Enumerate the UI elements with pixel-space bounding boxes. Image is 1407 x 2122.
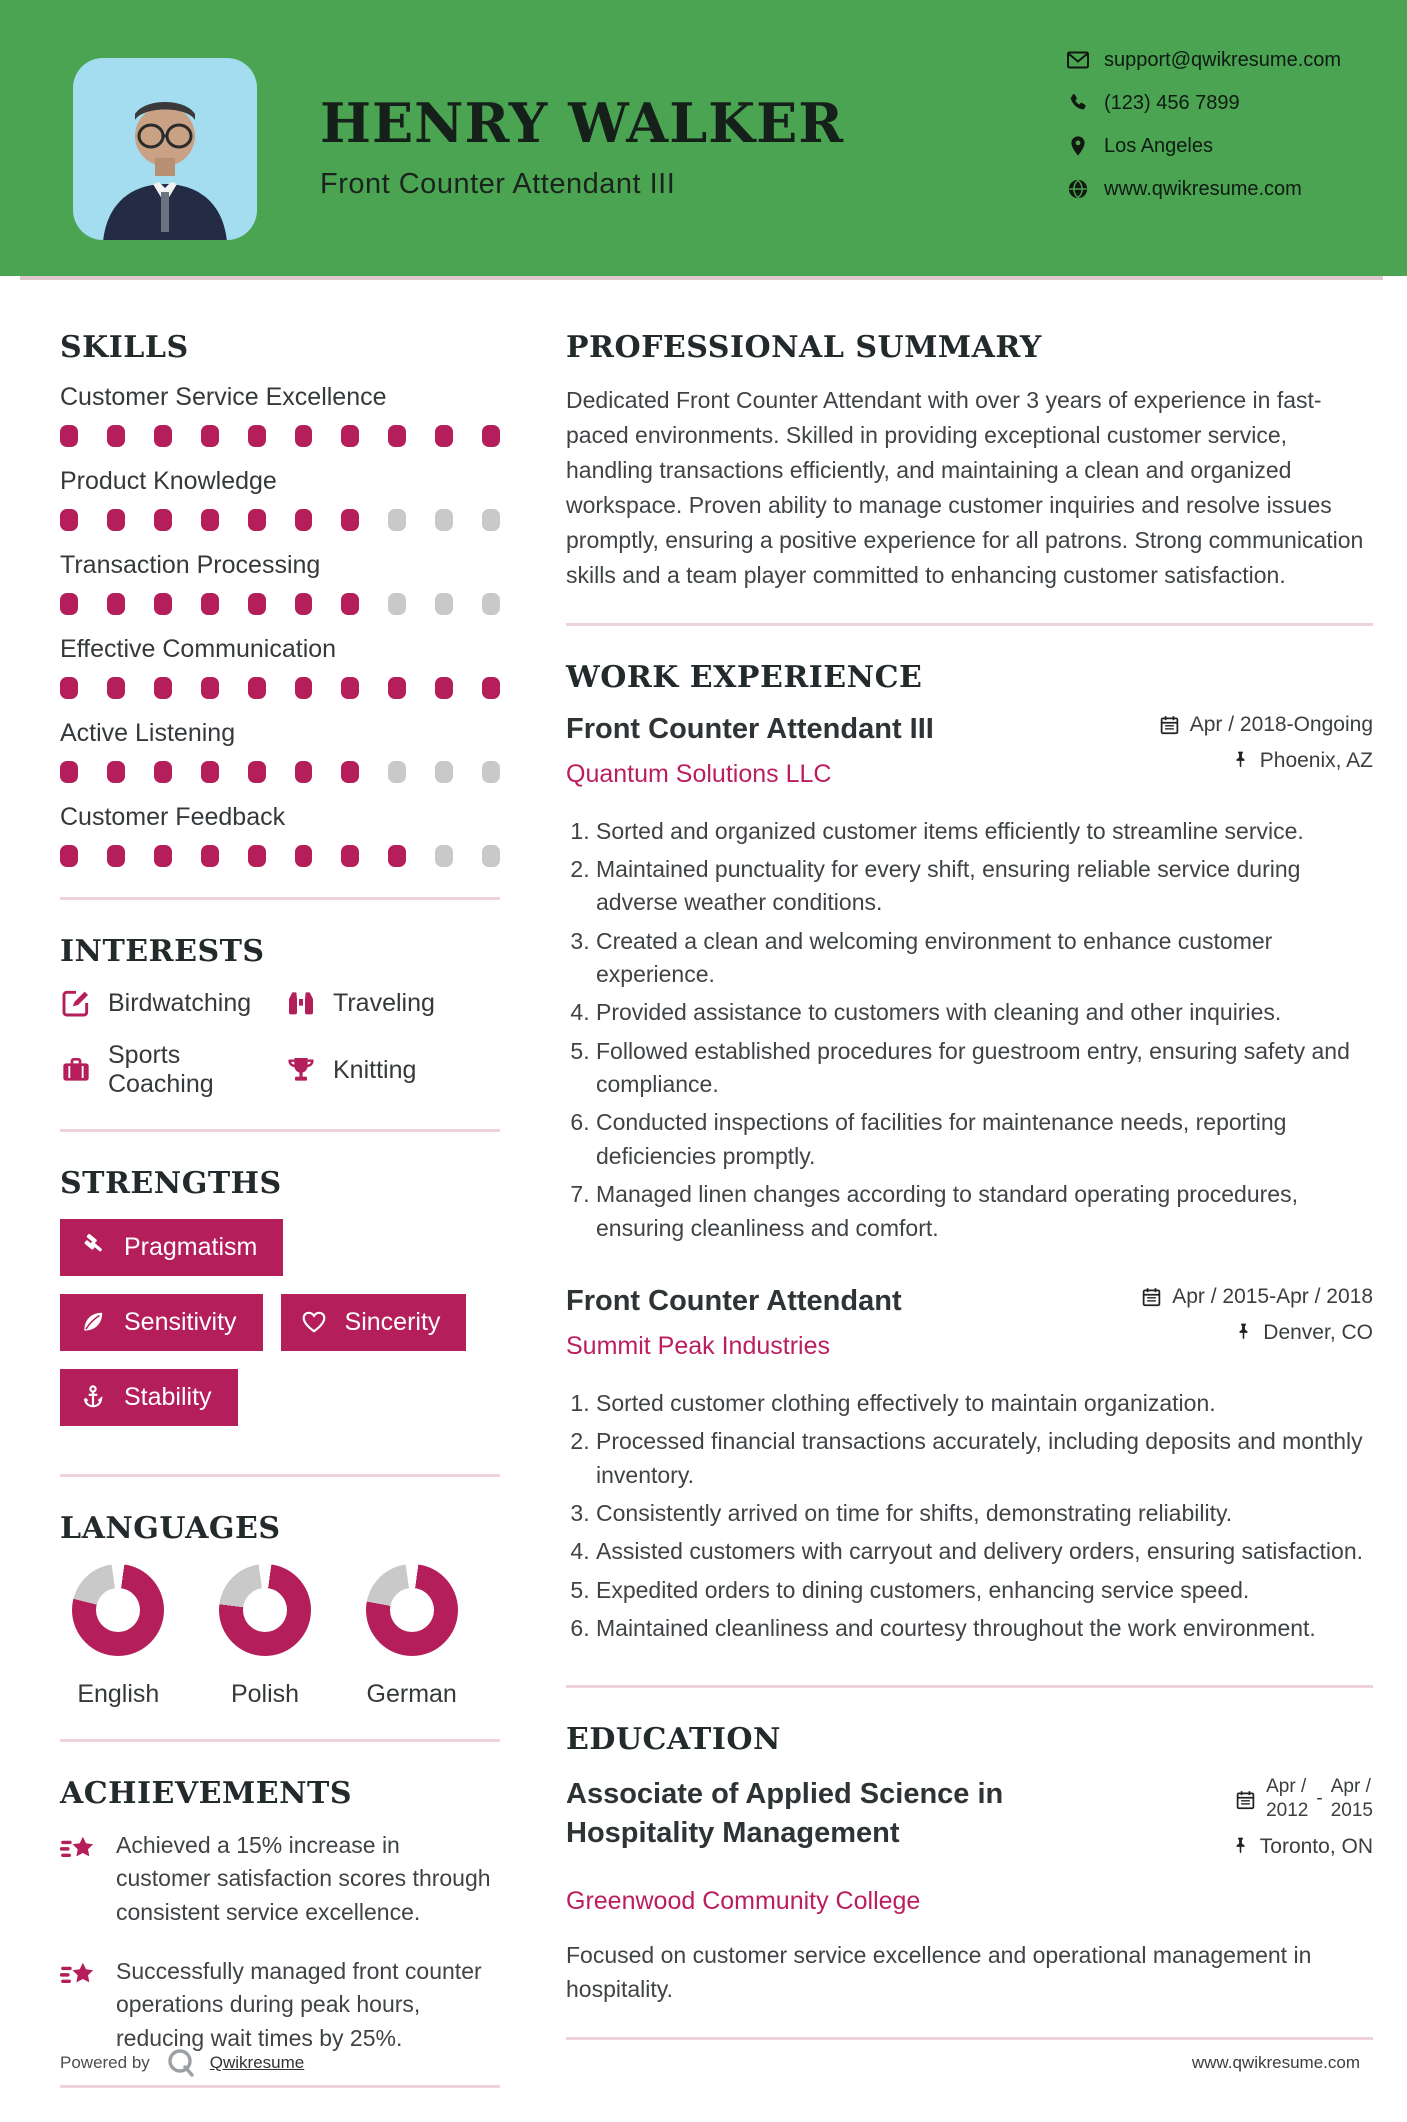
trophy-icon <box>285 1054 317 1086</box>
contact-phone <box>1066 91 1341 115</box>
skill-dot <box>295 677 313 699</box>
skill-dot <box>248 845 266 867</box>
skill-label: Effective Communication <box>60 635 337 663</box>
section-divider <box>60 2085 500 2088</box>
skill-dot <box>482 845 500 867</box>
contact-website-text: www.qwikresume.com <box>1104 177 1302 200</box>
achievement-item <box>60 1955 500 2055</box>
skill-dot <box>60 845 78 867</box>
skill-item <box>60 635 500 699</box>
skill-label: Active Listening <box>60 719 236 747</box>
skill-dot <box>482 425 500 447</box>
language-donut-chart <box>72 1564 164 1656</box>
work-experience-heading: WORK EXPERIENCE <box>566 659 923 695</box>
strength-badge <box>281 1294 467 1351</box>
section-divider <box>60 897 500 900</box>
language-label: Polish <box>230 1680 300 1708</box>
section-divider <box>566 623 1373 626</box>
skill-label: Customer Service Excellence <box>60 383 387 411</box>
strengths-heading: STRENGTHS <box>60 1166 282 1201</box>
job-bullet: 1. Sorted customer clothing effectively to maintain organization. <box>596 1387 1373 1420</box>
skill-item <box>60 467 500 531</box>
globe-icon <box>1066 177 1090 201</box>
skill-dot <box>248 593 266 615</box>
education-date-end: Apr / 2015 <box>1330 1776 1373 1821</box>
job-title: Front Counter Attendant III <box>566 712 934 745</box>
page-footer <box>60 2046 1360 2080</box>
skill-dot <box>435 845 453 867</box>
anchor-icon <box>80 1384 108 1412</box>
languages-list <box>60 1564 500 1709</box>
language-label: English <box>77 1680 160 1708</box>
education-note: Focused on customer service excellence and operational management in hospitality. <box>566 1941 1312 2003</box>
skill-dot <box>482 677 500 699</box>
language-item <box>60 1564 177 1709</box>
contact-email <box>1066 48 1341 72</box>
language-label: German <box>366 1680 457 1708</box>
skill-dot <box>482 761 500 783</box>
location-pin-icon <box>1066 134 1090 158</box>
skill-dot <box>154 761 172 783</box>
skill-dot <box>388 593 406 615</box>
job-entry <box>566 1285 1373 1645</box>
skill-dot <box>107 845 125 867</box>
footer-branding <box>60 2046 304 2080</box>
job-bullet-list <box>566 815 1373 1245</box>
skill-dot <box>60 509 78 531</box>
contact-website <box>1066 177 1341 201</box>
skill-dot <box>341 509 359 531</box>
skill-dot <box>435 509 453 531</box>
skill-dot <box>201 761 219 783</box>
job-title: Front Counter Attendant <box>566 1284 902 1317</box>
calendar-icon <box>1159 714 1180 735</box>
skill-dot <box>201 845 219 867</box>
job-company: Quantum Solutions LLC <box>566 759 832 788</box>
languages-heading: LANGUAGES <box>60 1511 281 1546</box>
envelope-icon <box>1066 48 1090 72</box>
skill-item <box>60 719 500 783</box>
education-location-row <box>1229 1835 1373 1859</box>
skill-dot <box>435 761 453 783</box>
calendar-icon <box>1141 1286 1162 1307</box>
skill-dot <box>388 761 406 783</box>
achievements-list <box>60 1829 500 2055</box>
language-donut-chart <box>366 1564 458 1656</box>
contact-list <box>1066 48 1341 220</box>
skill-rating-dots <box>60 761 500 783</box>
job-bullet: 5. Expedited orders to dining customers, enhancing service speed. <box>596 1574 1373 1607</box>
contact-location <box>1066 134 1341 158</box>
education-date-row <box>1229 1775 1373 1823</box>
powered-by-label: Powered by <box>60 2053 150 2073</box>
strength-label: Pragmatism <box>124 1233 258 1261</box>
skill-dot <box>482 593 500 615</box>
skill-dot <box>107 761 125 783</box>
job-date: Apr / 2015-Apr / 2018 <box>1172 1284 1373 1308</box>
job-bullet: 2. Maintained punctuality for every shift, ensuring reliable service during adverse weather conditions. <box>596 853 1373 920</box>
interest-item <box>285 987 500 1019</box>
job-location-row <box>1159 749 1373 773</box>
education-location: Toronto, ON <box>1259 1834 1373 1858</box>
skill-dot <box>388 845 406 867</box>
job-company: Summit Peak Industries <box>566 1331 830 1360</box>
contact-phone-text: (123) 456 7899 <box>1104 91 1240 114</box>
language-item <box>353 1564 470 1709</box>
skill-dot <box>295 593 313 615</box>
achievement-item <box>60 1829 500 1929</box>
skill-dot <box>154 845 172 867</box>
strength-badge <box>60 1219 283 1276</box>
skill-item <box>60 551 500 615</box>
education-degree: Associate of Applied Science in Hospitality Management <box>566 1778 1004 1850</box>
skill-dot <box>60 425 78 447</box>
strength-label: Stability <box>124 1383 212 1411</box>
phone-icon <box>1066 91 1090 115</box>
job-date: Apr / 2018-Ongoing <box>1189 712 1373 736</box>
skill-dot <box>60 677 78 699</box>
skill-dot <box>107 677 125 699</box>
interest-label: Traveling <box>333 988 435 1017</box>
person-job-title: Front Counter Attendant III <box>320 168 676 200</box>
job-header <box>566 713 1373 789</box>
job-bullet: 3. Consistently arrived on time for shifts, demonstrating reliability. <box>596 1497 1373 1530</box>
pencil-square-icon <box>60 987 92 1019</box>
education-date-start: Apr / 2012 <box>1266 1776 1309 1821</box>
job-bullet: 5. Followed established procedures for guestroom entry, ensuring safety and compliance. <box>596 1035 1373 1102</box>
job-bullet: 7. Managed linen changes according to standard operating procedures, ensuring cleanliness and comfort. <box>596 1178 1373 1245</box>
header-banner <box>0 0 1407 276</box>
binoculars-icon <box>285 987 317 1019</box>
skill-dot <box>60 593 78 615</box>
interest-label: Knitting <box>333 1055 417 1084</box>
skill-dot <box>60 761 78 783</box>
skill-dot <box>435 593 453 615</box>
calendar-icon <box>1235 1789 1256 1810</box>
skill-dot <box>201 677 219 699</box>
skill-dot <box>388 509 406 531</box>
summary-text: Dedicated Front Counter Attendant with over 3 years of experience in fast-paced environments. Skilled in providing exceptional customer service, handling transactions efficiently, and maintaining a clean and organized workspace. Proven ability to manage customer inquiries and resolve issues promptly, ensuring a positive experience for all patrons. Strong communication skills and a team player committed to enhancing customer satisfaction. <box>566 387 1364 588</box>
gavel-icon <box>80 1234 108 1262</box>
interest-item <box>60 1041 285 1099</box>
pushpin-icon <box>1232 1322 1253 1343</box>
achievement-text: Successfully managed front counter operations during peak hours, reducing wait times by 25%. <box>116 1958 482 2051</box>
job-location: Denver, CO <box>1263 1320 1373 1344</box>
strength-badge <box>60 1369 238 1426</box>
interests-heading: INTERESTS <box>60 934 265 969</box>
skill-dot <box>295 845 313 867</box>
section-divider <box>566 1685 1373 1688</box>
job-date-row <box>1159 713 1373 737</box>
education-dates <box>1266 1775 1373 1823</box>
skill-dot <box>341 593 359 615</box>
skill-dot <box>341 845 359 867</box>
job-header <box>566 1285 1373 1361</box>
skill-dot <box>107 593 125 615</box>
skill-item <box>60 383 500 447</box>
skill-dot <box>295 761 313 783</box>
skill-rating-dots <box>60 677 500 699</box>
job-bullet: 4. Provided assistance to customers with cleaning and other inquiries. <box>596 996 1373 1029</box>
language-donut-chart <box>219 1564 311 1656</box>
summary-heading: PROFESSIONAL SUMMARY <box>566 330 1042 365</box>
skill-dot <box>154 677 172 699</box>
briefcase-icon <box>60 1054 92 1086</box>
content-columns <box>0 280 1407 2122</box>
section-divider <box>60 1739 500 1742</box>
section-divider <box>60 1129 500 1132</box>
strength-badge <box>60 1294 263 1351</box>
job-meta <box>1159 713 1373 785</box>
skill-rating-dots <box>60 593 500 615</box>
skill-dot <box>154 593 172 615</box>
skill-dot <box>295 425 313 447</box>
skill-label: Transaction Processing <box>60 551 321 579</box>
achievements-heading: ACHIEVEMENTS <box>60 1776 353 1811</box>
interest-item <box>60 987 285 1019</box>
strength-label: Sincerity <box>344 1308 441 1336</box>
strengths-list <box>60 1219 500 1444</box>
education-meta <box>1229 1775 1373 1871</box>
job-bullet: 2. Processed financial transactions accurately, including deposits and monthly inventory. <box>596 1425 1373 1492</box>
job-title-block <box>566 713 934 789</box>
leaf-icon <box>80 1309 108 1337</box>
person-avatar-graphic <box>73 92 257 240</box>
skill-dot <box>341 677 359 699</box>
job-title-block <box>566 1285 902 1361</box>
pushpin-icon <box>1229 1836 1250 1857</box>
skill-dot <box>107 425 125 447</box>
job-location: Phoenix, AZ <box>1259 748 1373 772</box>
job-bullet: 4. Assisted customers with carryout and delivery orders, ensuring satisfaction. <box>596 1535 1373 1568</box>
skill-dot <box>248 677 266 699</box>
education-header <box>566 1775 1373 1871</box>
skill-dot <box>295 509 313 531</box>
job-bullet: 6. Maintained cleanliness and courtesy throughout the work environment. <box>596 1612 1373 1645</box>
skill-dot <box>107 509 125 531</box>
skill-rating-dots <box>60 509 500 531</box>
skill-dot <box>388 677 406 699</box>
interests-list <box>60 987 500 1099</box>
skills-list <box>60 383 500 867</box>
left-column <box>60 330 500 2122</box>
qwikresume-link[interactable]: Qwikresume <box>209 2053 305 2073</box>
interest-label: Sports Coaching <box>108 1041 214 1098</box>
skill-dot <box>248 761 266 783</box>
pushpin-icon <box>1229 750 1250 771</box>
contact-email-text: support@qwikresume.com <box>1104 48 1342 71</box>
job-bullet: 3. Created a clean and welcoming environment to enhance customer experience. <box>596 925 1373 992</box>
skill-dot <box>482 509 500 531</box>
skill-dot <box>248 509 266 531</box>
skill-label: Product Knowledge <box>60 467 277 495</box>
job-entry <box>566 713 1373 1245</box>
language-item <box>207 1564 324 1709</box>
person-name: HENRY WALKER <box>320 91 845 155</box>
skill-rating-dots <box>60 845 500 867</box>
job-location-row <box>1141 1321 1373 1345</box>
job-date-row <box>1141 1285 1373 1309</box>
footer-site-url: www.qwikresume.com <box>1191 2053 1360 2073</box>
header-identity <box>320 91 845 201</box>
skill-dot <box>341 425 359 447</box>
qwikresume-logo-icon <box>164 2046 198 2080</box>
education-date-separator: - <box>1316 1788 1323 1809</box>
achievement-text: Achieved a 15% increase in customer satisfaction scores through consistent service excellence. <box>116 1832 491 1925</box>
education-school: Greenwood Community College <box>566 1886 921 1915</box>
skill-dot <box>201 593 219 615</box>
interest-label: Birdwatching <box>108 988 252 1017</box>
shooting-star-icon <box>60 1957 100 1997</box>
profile-photo <box>73 58 257 240</box>
skill-rating-dots <box>60 425 500 447</box>
section-divider <box>60 1474 500 1477</box>
job-bullet: 6. Conducted inspections of facilities for maintenance needs, reporting deficiencies promptly. <box>596 1106 1373 1173</box>
skill-dot <box>154 509 172 531</box>
skill-dot <box>341 761 359 783</box>
skill-dot <box>388 425 406 447</box>
right-column <box>566 330 1373 2122</box>
heart-icon <box>301 1309 329 1337</box>
strength-label: Sensitivity <box>124 1308 237 1336</box>
skill-dot <box>154 425 172 447</box>
skills-heading: SKILLS <box>60 330 189 365</box>
interest-item <box>285 1041 500 1099</box>
skill-dot <box>201 509 219 531</box>
shooting-star-icon <box>60 1831 100 1871</box>
skill-item <box>60 803 500 867</box>
skill-dot <box>248 425 266 447</box>
skill-label: Customer Feedback <box>60 803 286 831</box>
section-divider <box>566 2037 1373 2040</box>
contact-location-text: Los Angeles <box>1104 134 1213 157</box>
skill-dot <box>201 425 219 447</box>
education-heading: EDUCATION <box>566 1722 781 1758</box>
skill-dot <box>435 425 453 447</box>
skill-dot <box>435 677 453 699</box>
job-meta <box>1141 1285 1373 1357</box>
job-bullet: 1. Sorted and organized customer items efficiently to streamline service. <box>596 815 1373 848</box>
job-bullet-list <box>566 1387 1373 1645</box>
